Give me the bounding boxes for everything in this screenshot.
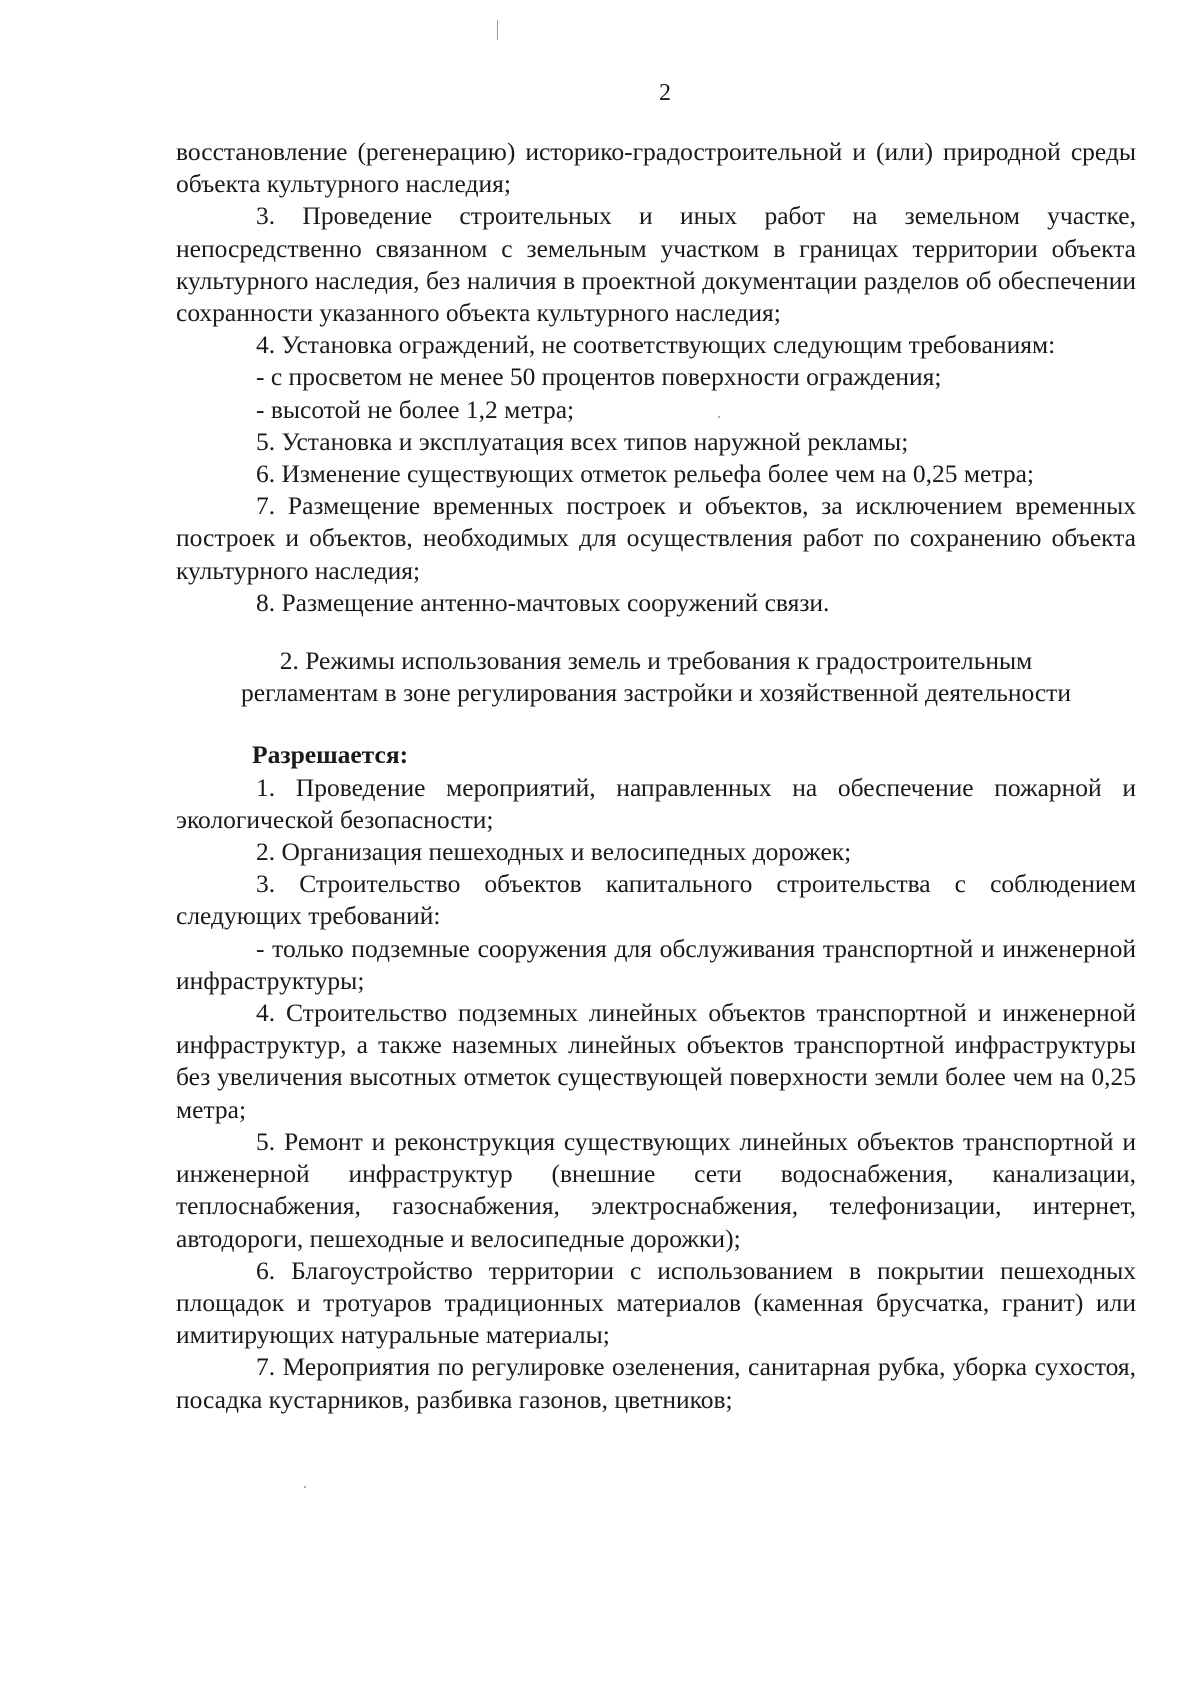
prohibited-item-5: 5. Установка и эксплуатация всех типов наружной рекламы; (256, 426, 909, 456)
document-body (176, 136, 1136, 1416)
allowed-item-7: 7. Мероприятия по регулировке озеленения, санитарная рубка, уборка сухостоя, посадка кустарников, разбивка газонов, цветников; (176, 1352, 1136, 1414)
allowed-item-4: 4. Строительство подземных линейных объектов транспортной и инженерной инфраструктур, а также наземных линейных объектов транспортной инфраструктуры без увеличения высотных отметок существующей поверхности земли более чем на 0,25 метра; (176, 998, 1136, 1124)
page-number: 2 (659, 80, 671, 106)
allowed-item-6: 6. Благоустройство территории с использованием в покрытии пешеходных площадок и тротуаров традиционных материалов (каменная брусчатка, гранит) или имитирующих натуральные материалы; (176, 1255, 1136, 1350)
section-2-heading (176, 645, 1136, 709)
section-2-heading-line-1: 2. Режимы использования земель и требования к градостроительным (279, 646, 1033, 676)
prohibited-item-3: 3. Проведение строительных и иных работ на земельном участке, непосредственно связанном с земельным участком в границах территории объекта культурного наследия, без наличия в проектной документации разделов об обеспечении сохранности указанного объекта культурного наследия; (176, 201, 1136, 328)
scan-artifact-mark (497, 20, 498, 40)
prohibited-item-6: 6. Изменение существующих отметок рельефа более чем на 0,25 метра; (256, 459, 1034, 489)
continuation-paragraph: восстановление (регенерацию) историко-градостроительной и (или) природной среды объекта культурного наследия; (176, 137, 1136, 199)
allowed-item-5: 5. Ремонт и реконструкция существующих линейных объектов транспортной и инженерной инфраструктур (внешние сети водоснабжения, канализации, теплоснабжения, газоснабжения, электроснабжения, телефонизации, интернет, автодороги, пешеходные и велосипедные дорожки); (176, 1126, 1136, 1253)
requirement-transparency: - с просветом не менее 50 процентов поверхности ограждения; (256, 362, 942, 392)
scan-speck (304, 1486, 306, 1488)
section-2-heading-line-2: регламентам в зоне регулирования застройки и хозяйственной деятельности (241, 678, 1071, 708)
prohibited-item-8: 8. Размещение антенно-мачтовых сооружений связи. (256, 587, 830, 617)
allowed-item-3: 3. Строительство объектов капитального строительства с соблюдением следующих требований: (176, 869, 1136, 931)
allowed-item-2: 2. Организация пешеходных и велосипедных дорожек; (256, 837, 852, 867)
prohibited-item-7: 7. Размещение временных построек и объектов, за исключением временных построек и объектов, необходимых для осуществления работ по сохранению объекта культурного наследия; (176, 491, 1136, 585)
allowed-label: Разрешается: (252, 740, 409, 770)
requirement-underground-only: - только подземные сооружения для обслуживания транспортной и инженерной инфраструктуры; (176, 933, 1136, 995)
allowed-item-1: 1. Проведение мероприятий, направленных на обеспечение пожарной и экологической безопасности; (176, 772, 1136, 834)
prohibited-item-4: 4. Установка ограждений, не соответствующих следующим требованиям: (256, 330, 1056, 360)
requirement-height: - высотой не более 1,2 метра; (256, 394, 575, 424)
